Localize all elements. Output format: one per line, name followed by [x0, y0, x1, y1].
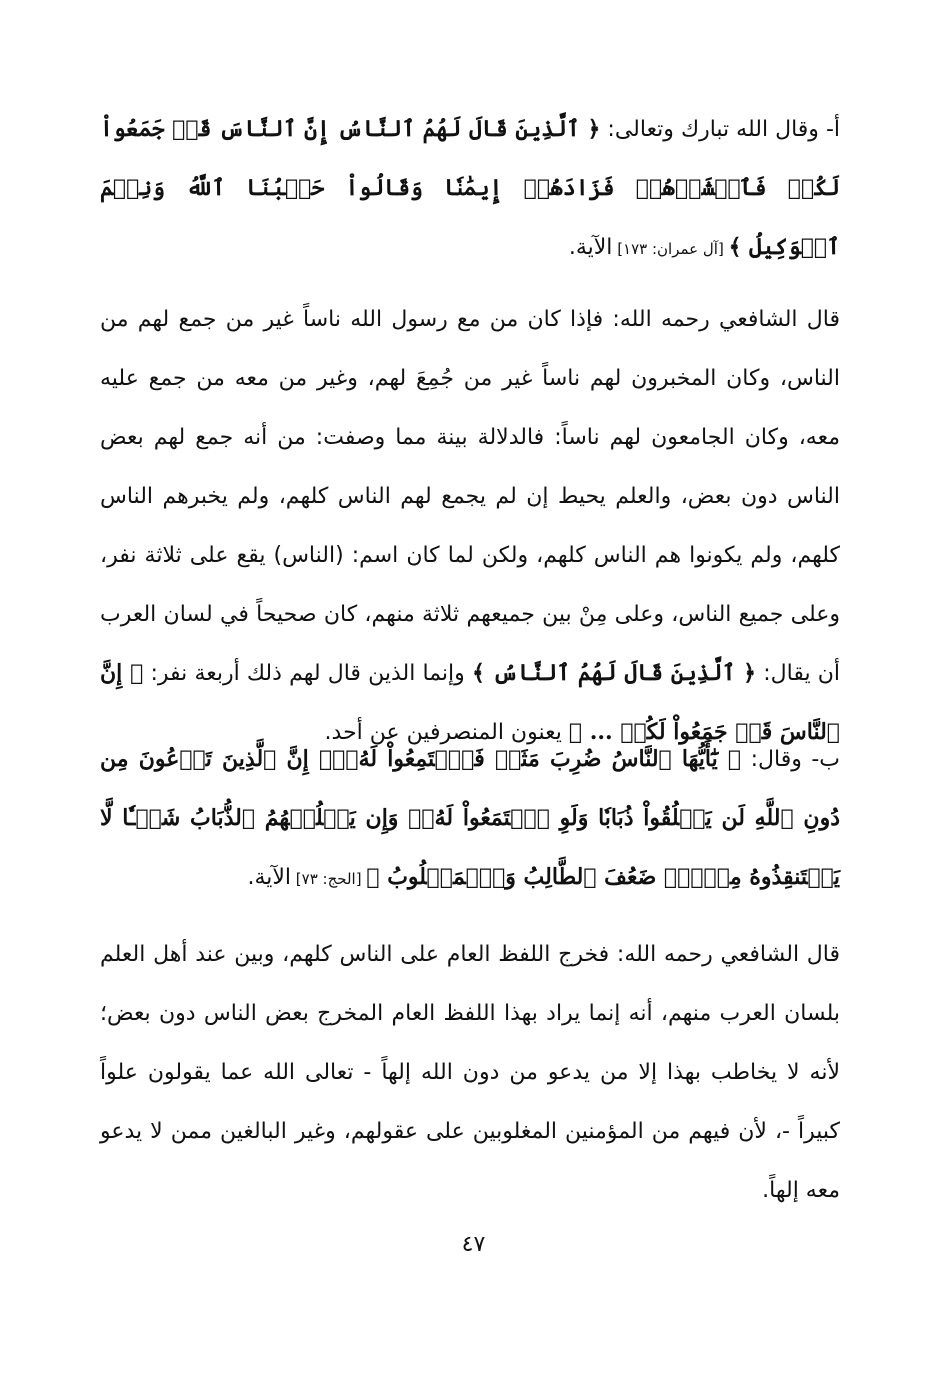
commentary-1-quran-verse-1: ﴿ ٱلَّذِينَ قَالَ لَهُمُ ٱلنَّاسُ ﴾: [471, 660, 757, 686]
section-b-paragraph: [100, 730, 840, 907]
section-a-verse-reference: [آل عمران: ١٧٣]: [612, 240, 729, 258]
section-b-quran-verse: ﴿ يَٰٓأَيُّهَا ٱلنَّاسُ ضُرِبَ مَثَلٞ فَٱسۡتَمِعُواْ لَهُۥٓۚ إِنَّ ٱلَّذِينَ تَدۡعُونَ مِن دُونِ ٱللَّهِ لَن يَخۡلُقُواْ ذُبَابٗا وَلَوِ ٱجۡتَمَعُواْ لَهُۥۖ وَإِن يَسۡلُبۡهُمُ ٱلذُّبَابُ شَيۡـٔٗا لَّا يَسۡتَنقِذُوهُ مِنۡهُۚ ضَعُفَ ٱلطَّالِبُ وَٱلۡمَطۡلُوبُ ﴾: [100, 746, 840, 890]
section-a-quran-verse: ﴿ ٱلَّذِينَ قَالَ لَهُمُ ٱلنَّاسُ إِنَّ ٱلنَّاسَ قَدۡ جَمَعُواْ لَكُمۡ فَٱخۡشَوۡهُمۡ فَزَادَهُمۡ إِيمَٰنٗا وَقَالُواْ حَسۡبُنَا ٱللَّهُ وَنِعۡمَ ٱلۡوَكِيلُ ﴾: [100, 116, 840, 260]
commentary-2-paragraph: [100, 925, 840, 1220]
section-b-verse-reference: [الحج: ٧٣]: [291, 870, 367, 888]
commentary-1-paragraph: [100, 290, 840, 762]
section-a-intro: أ- وقال الله تبارك وتعالى:: [600, 117, 840, 142]
commentary-2-text: قال الشافعي رحمه الله: فخرج اللفظ العام على الناس كلهم، وبين عند أهل العلم بلسان العرب منهم، أنه إنما يراد بهذا اللفظ العام المخرج بعض الناس دون بعض؛ لأنه لا يخاطب بهذا إلا من يدعو من دون الله إلهاً - تعالى الله عما يقولون علواً كبيراً -، لأن فيهم من المؤمنين المغلوبين على عقولهم، وغير البالغين ممن لا يدعو معه إلهاً.: [100, 942, 840, 1203]
page-number: ٤٧: [461, 1232, 486, 1257]
commentary-1-text-2: وإنما الذين قال لهم ذلك أربعة نفر:: [143, 661, 472, 686]
section-a-tail: الآية.: [568, 235, 613, 260]
section-a-paragraph: [100, 100, 840, 277]
commentary-1-quran-verse-2: ﴿ إِنَّ ٱلنَّاسَ قَدۡ جَمَعُواْ لَكُمۡ ... ﴾: [100, 660, 840, 745]
section-b-tail: الآية.: [247, 865, 292, 890]
commentary-1-text-3: يعنون المنصرفين عن أحد.: [324, 720, 569, 745]
commentary-1-text-1: قال الشافعي رحمه الله: فإذا كان من مع رسول الله ناساً غير من جمع لهم من الناس، وكان المخبرون لهم ناساً غير من جُمِعَ لهم، وغير من معه من جمع عليه معه، وكان الجامعون لهم ناساً: فالدلالة بينة مما وصفت: من أنه جمع لهم بعض الناس دون بعض، والعلم يحيط إن لم يجمع لهم الناس كلهم، ولم يخبرهم الناس كلهم، ولم يكونوا هم الناس كلهم، ولكن لما كان اسم: (الناس) يقع على ثلاثة نفر، وعلى جميع الناس، وعلى مِنْ بين جميعهم ثلاثة منهم، كان صحيحاً في لسان العرب أن يقال:: [100, 307, 841, 686]
section-b-intro: ب- وقال:: [741, 747, 840, 772]
